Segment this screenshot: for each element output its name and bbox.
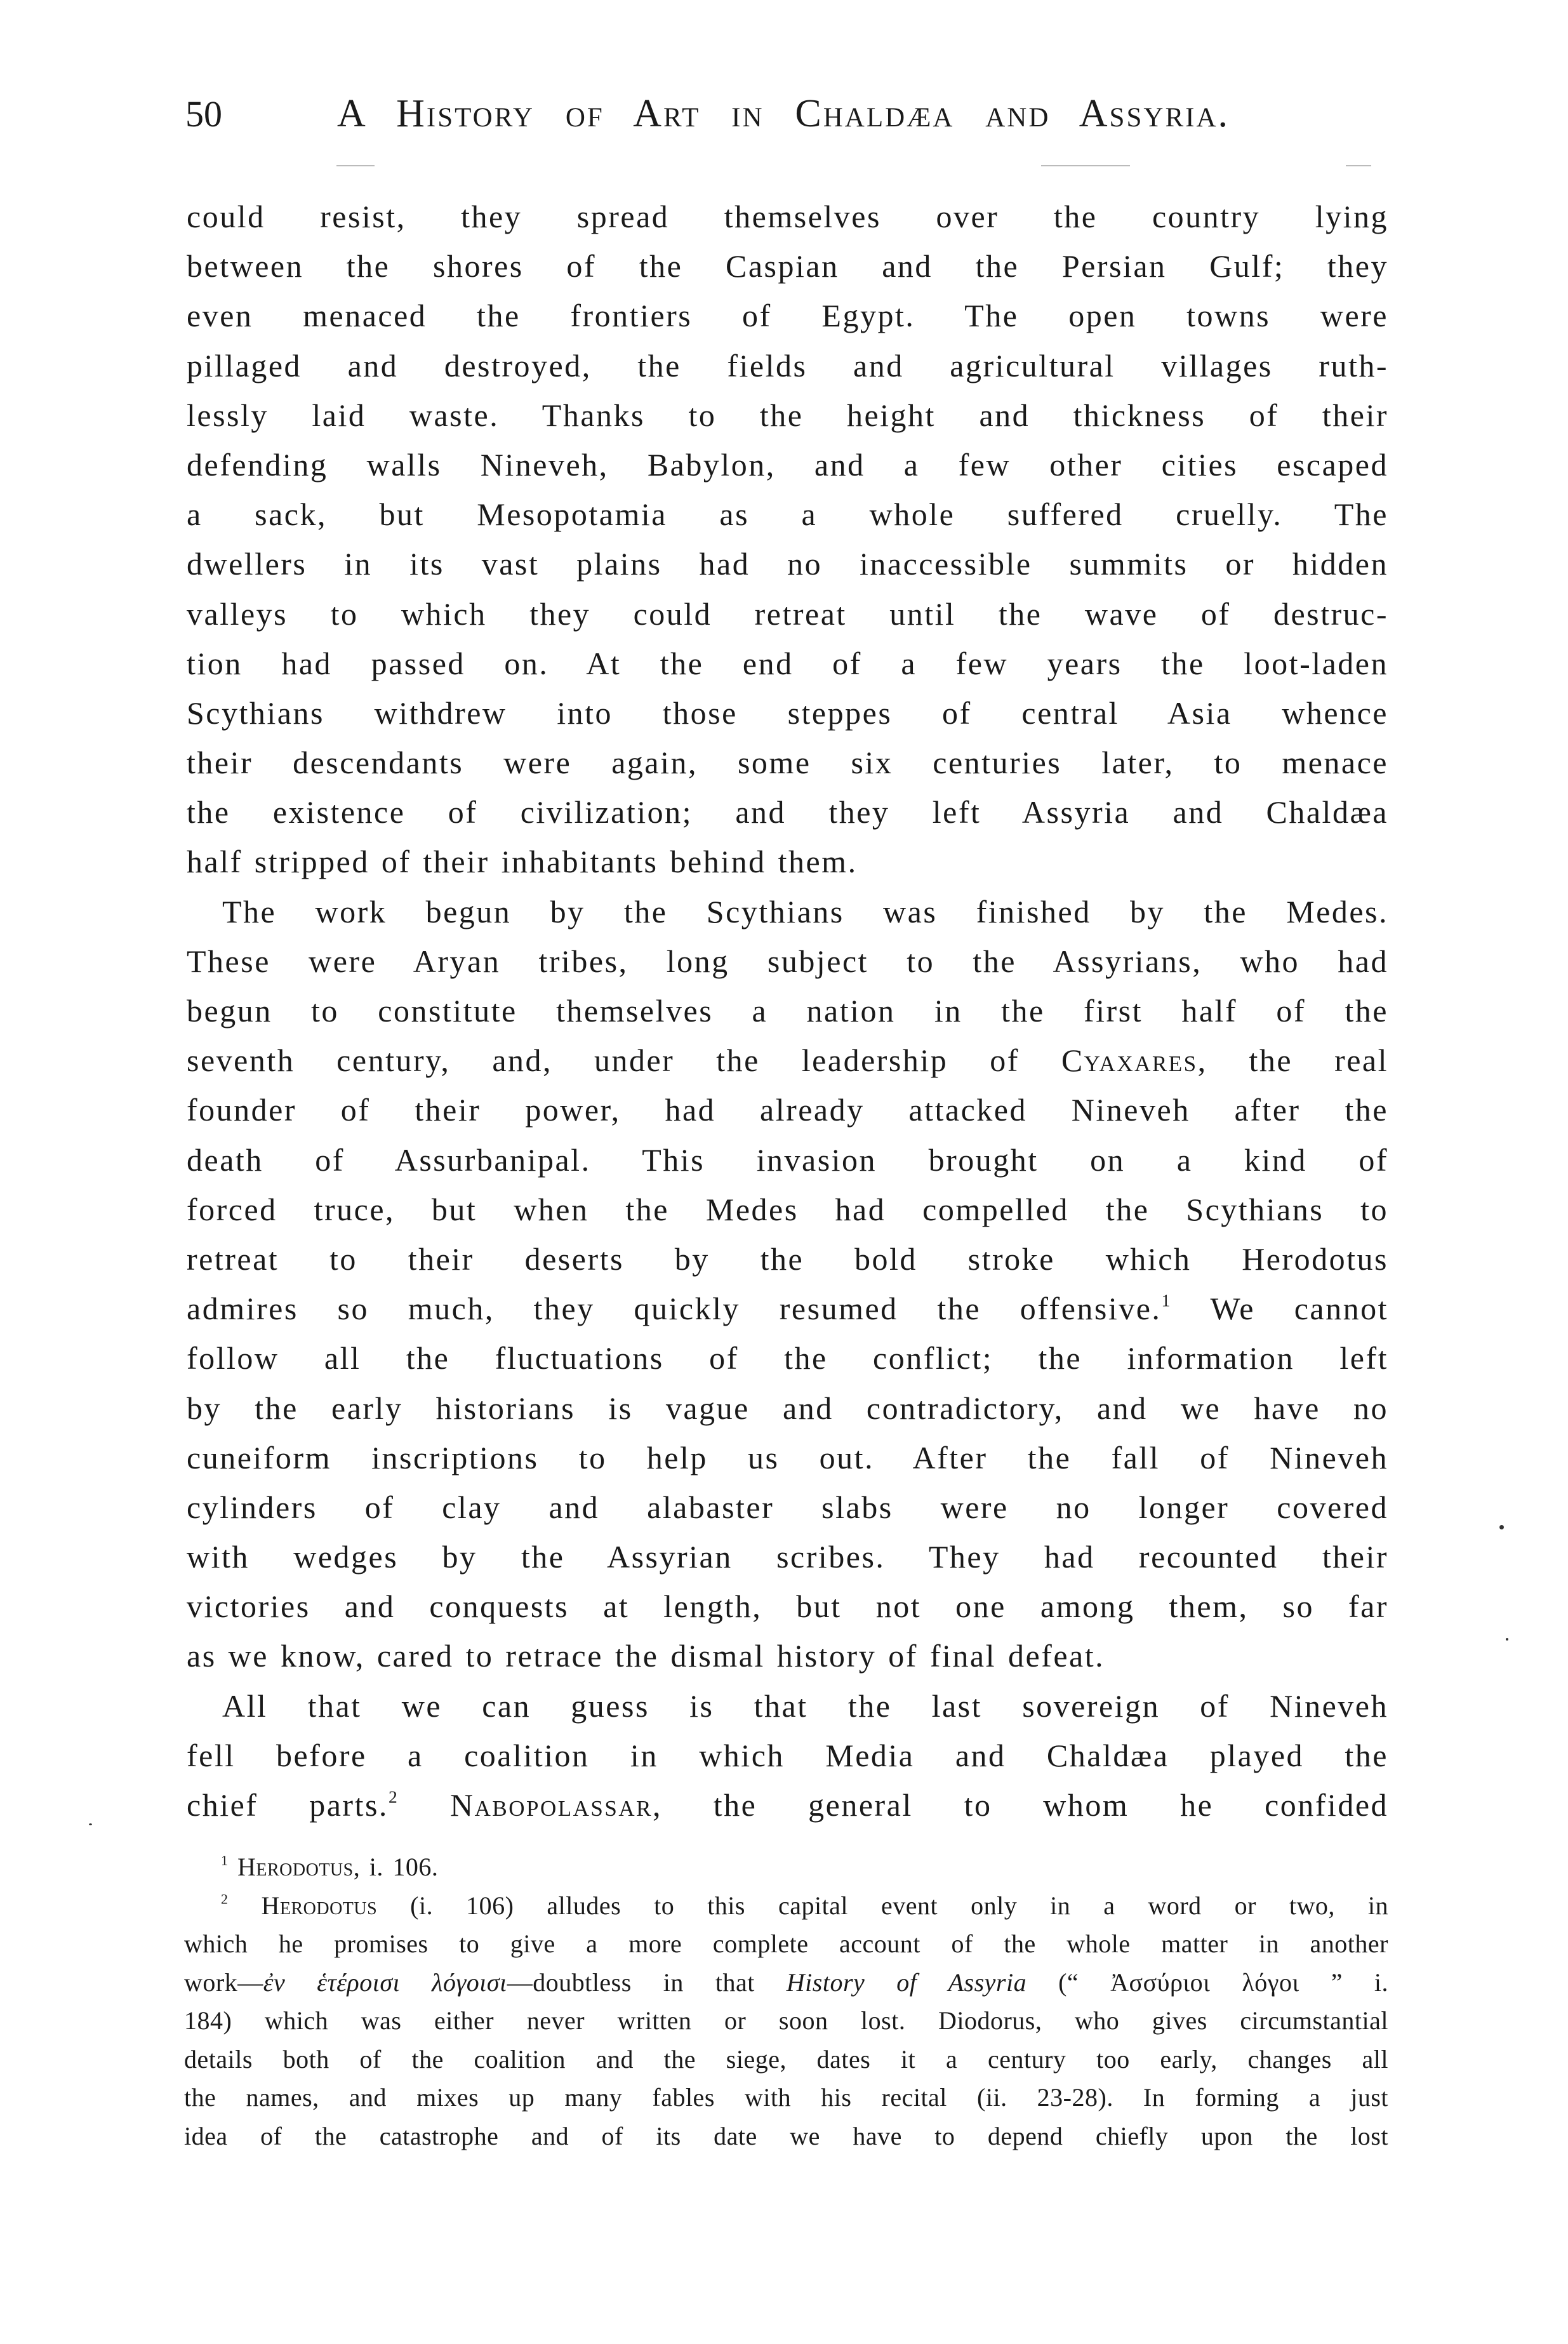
text-segment: tion had passed on. At the end of a few years the loot-laden <box>187 645 1388 681</box>
text-segment: a sack, but Mesopotamia as a whole suffered cruelly. The <box>187 496 1388 533</box>
page-number: 50 <box>185 93 222 135</box>
text-line <box>184 1964 1388 2002</box>
text-segment: , the general to whom he confided <box>652 1787 1389 1823</box>
text-line <box>184 1925 1388 1964</box>
text-segment: chief parts. <box>187 1787 389 1823</box>
paragraph <box>187 192 1388 887</box>
text-segment: fell before a coalition in which Media and Chaldæa played the <box>187 1737 1388 1773</box>
text-line <box>187 887 1388 936</box>
header-rule <box>1346 165 1371 166</box>
text-segment: could resist, they spread themselves over the country lying <box>187 199 1388 234</box>
text-segment: (i. 106) alludes to this capital event only in a word or two, in <box>377 1891 1388 1920</box>
text-segment: follow all the fluctuations of the conflict; the information left <box>187 1340 1388 1376</box>
text-line <box>187 986 1388 1035</box>
text-line <box>187 1333 1388 1383</box>
text-segment: the existence of civilization; and they left Assyria and Chaldæa <box>187 794 1388 830</box>
text-segment: These were Aryan tribes, long subject to the Assyrians, who had <box>187 943 1388 979</box>
text-line <box>187 1582 1388 1631</box>
small-caps-name: Herodotus <box>261 1891 378 1920</box>
text-segment: founder of their power, had already attacked Nineveh after the <box>187 1092 1388 1128</box>
text-segment: admires so much, they quickly resumed the offensive. <box>187 1291 1162 1327</box>
text-line <box>187 1185 1388 1234</box>
text-segment: , i. 106. <box>353 1853 439 1881</box>
text-segment: even menaced the frontiers of Egypt. The open towns were <box>187 298 1388 334</box>
text-line <box>187 787 1388 837</box>
text-line <box>184 2002 1388 2041</box>
text-line <box>187 489 1388 539</box>
text-segment: their descendants were again, some six centuries later, to menace <box>187 745 1388 781</box>
text-segment: History of Assyria <box>786 1968 1027 1997</box>
text-segment: as we know, cared to retrace the dismal history of final defeat. <box>187 1638 1105 1674</box>
text-line <box>187 1731 1388 1780</box>
text-line <box>187 1234 1388 1284</box>
text-segment: All that we can guess is that the last sovereign of Nineveh <box>222 1688 1388 1724</box>
footnote-ref: 1 <box>1161 1290 1172 1310</box>
text-line <box>187 639 1388 688</box>
text-segment: forced truce, but when the Medes had compelled the Scythians to <box>187 1191 1388 1227</box>
print-speck <box>1506 1638 1508 1641</box>
text-segment: ἐν ἑτέροισι λόγοισι <box>263 1968 507 1997</box>
text-segment: the names, and mixes up many fables with his recital (ii. 23-28). In forming a just <box>184 2083 1388 2112</box>
text-segment: by the early historians is vague and contradictory, and we have no <box>187 1390 1388 1426</box>
text-line <box>184 1887 1388 1926</box>
text-segment <box>229 1853 238 1881</box>
text-line <box>187 936 1388 986</box>
text-segment: which he promises to give a more complete account of the whole matter in another <box>184 1929 1388 1958</box>
print-speck <box>89 1823 92 1825</box>
text-segment: cuneiform inscriptions to help us out. After the fall of Nineveh <box>187 1439 1388 1475</box>
small-caps-name: Nabopolassar <box>450 1787 653 1823</box>
footnote-ref: 2 <box>388 1787 399 1807</box>
text-segment <box>399 1787 450 1823</box>
text-line <box>187 1383 1388 1433</box>
text-line <box>184 1848 1388 1887</box>
text-line <box>187 1085 1388 1135</box>
text-line <box>187 837 1388 886</box>
text-segment: half stripped of their inhabitants behind them. <box>187 844 858 880</box>
running-title: A History of Art in Chaldæa and Assyria. <box>337 92 1230 135</box>
text-segment: Scythians withdrew into those steppes of central Asia whence <box>187 695 1388 731</box>
text-line <box>187 1035 1388 1085</box>
footnotes <box>184 1848 1388 2155</box>
text-segment: —doubtless in that <box>507 1968 787 1997</box>
text-line <box>187 341 1388 390</box>
text-segment: retreat to their deserts by the bold stroke which Herodotus <box>187 1241 1388 1277</box>
text-line <box>187 1780 1388 1830</box>
text-line <box>187 1284 1388 1333</box>
footnote-ref: 1 <box>221 1852 229 1868</box>
text-line <box>187 1482 1388 1532</box>
text-line <box>184 2079 1388 2117</box>
text-segment: lessly laid waste. Thanks to the height and thickness of their <box>187 397 1388 433</box>
text-segment: We cannot <box>1171 1291 1388 1327</box>
footnote-ref: 2 <box>221 1891 229 1907</box>
text-line <box>187 192 1388 241</box>
text-segment: begun to constitute themselves a nation in the first half of the <box>187 993 1388 1029</box>
text-segment: The work begun by the Scythians was finished by the Medes. <box>222 893 1388 929</box>
small-caps-name: Cyaxares <box>1061 1042 1198 1079</box>
text-segment: details both of the coalition and the siege, dates it a century too early, changes all <box>184 2044 1388 2074</box>
text-segment: between the shores of the Caspian and the Persian Gulf; they <box>187 248 1388 284</box>
text-segment: work— <box>184 1968 263 1997</box>
text-segment: pillaged and destroyed, the fields and agricultural villages ruth- <box>187 347 1388 383</box>
text-segment: seventh century, and, under the leadership of <box>187 1042 1061 1079</box>
text-segment: victories and conquests at length, but not one among them, so far <box>187 1588 1388 1625</box>
text-line <box>187 291 1388 340</box>
text-line <box>187 390 1388 440</box>
body-text <box>187 192 1388 1830</box>
print-speck <box>1499 1525 1504 1529</box>
text-segment: idea of the catastrophe and of its date we have to depend chiefly upon the lost <box>184 2121 1388 2150</box>
paragraph <box>187 887 1388 1681</box>
text-line <box>187 440 1388 489</box>
paragraph <box>187 1681 1388 1830</box>
text-segment: 184) which was either never written or soon lost. Diodorus, who gives circumstantial <box>184 2006 1388 2035</box>
text-line <box>187 1433 1388 1482</box>
footnote <box>184 1887 1388 2156</box>
text-line <box>187 1631 1388 1681</box>
text-segment: (“ Ἀσσύριοι λόγοι ” i. <box>1027 1968 1389 1997</box>
footnote <box>184 1848 1388 1887</box>
text-line <box>184 2117 1388 2156</box>
text-segment: dwellers in its vast plains had no inaccessible summits or hidden <box>187 546 1388 582</box>
text-line <box>187 241 1388 291</box>
text-line <box>187 1681 1388 1731</box>
text-line <box>187 688 1388 738</box>
text-segment: with wedges by the Assyrian scribes. They had recounted their <box>187 1539 1388 1575</box>
text-line <box>184 2041 1388 2079</box>
header-rule <box>336 165 375 166</box>
text-segment: cylinders of clay and alabaster slabs were no longer covered <box>187 1489 1388 1525</box>
text-line <box>187 1532 1388 1582</box>
header-rule <box>1041 165 1130 166</box>
text-segment <box>229 1891 262 1920</box>
text-segment: , the real <box>1197 1042 1388 1079</box>
text-line <box>187 1135 1388 1185</box>
text-segment: death of Assurbanipal. This invasion brought on a kind of <box>187 1142 1388 1178</box>
text-segment: defending walls Nineveh, Babylon, and a few other cities escaped <box>187 446 1388 483</box>
small-caps-name: Herodotus <box>237 1853 354 1881</box>
text-line <box>187 738 1388 787</box>
text-line <box>187 589 1388 639</box>
text-line <box>187 539 1388 589</box>
text-segment: valleys to which they could retreat until the wave of destruc- <box>187 596 1388 632</box>
